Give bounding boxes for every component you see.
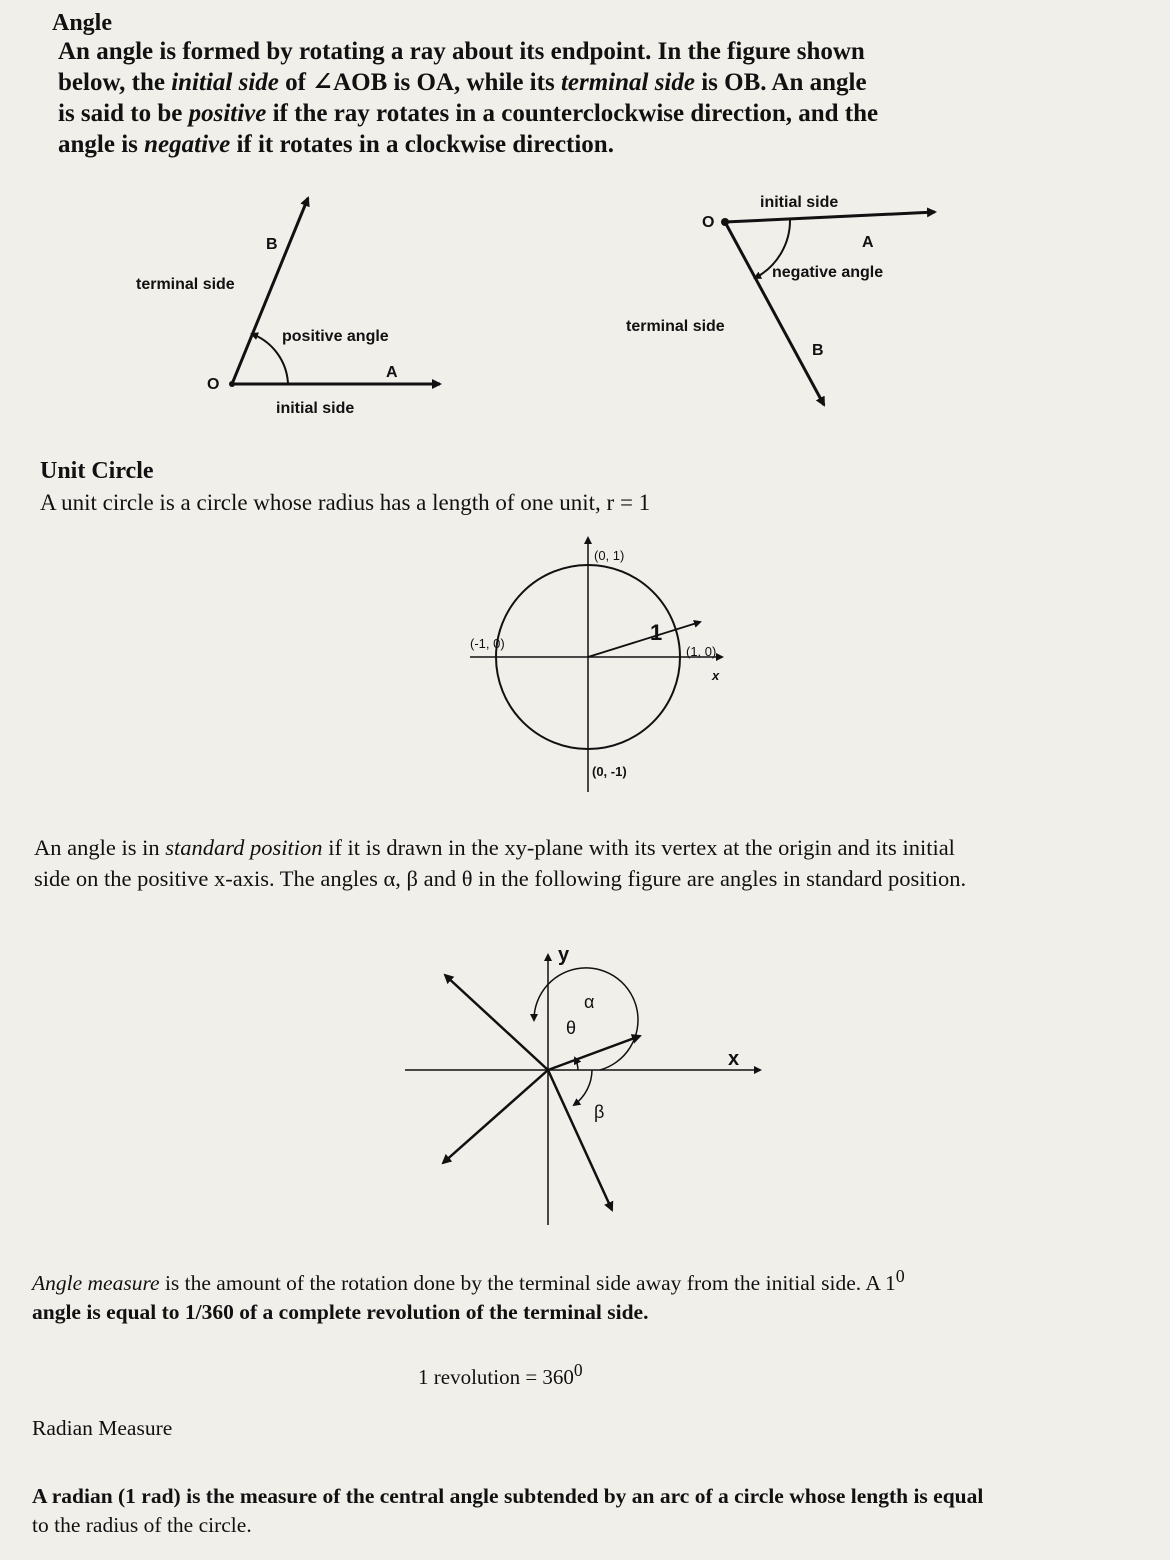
standard-position-paragraph <box>34 832 1124 894</box>
measure-line-1 <box>32 1262 1132 1298</box>
text-run: if it rotates in a clockwise direction. <box>230 131 614 158</box>
negative-angle-figure <box>721 212 935 405</box>
ray-upper-left <box>445 975 548 1070</box>
text-run: if it is drawn in the xy-plane with its vertex at the origin and its initial <box>322 835 955 860</box>
point-left: (-1, 0) <box>470 636 505 651</box>
revolution-equation <box>418 1360 583 1390</box>
text-run: of ∠AOB is OA, while its <box>278 69 561 96</box>
x-axis-label: x <box>712 668 720 683</box>
text-run: is said to be <box>58 100 189 127</box>
beta-arc <box>574 1070 592 1105</box>
radius-label: 1 <box>650 620 663 645</box>
label-initial-side: initial side <box>760 194 839 211</box>
angle-measure-paragraph <box>32 1262 1132 1327</box>
positive-angle-figure <box>229 198 440 387</box>
label-initial-side: initial side <box>276 400 355 417</box>
label-terminal-side: terminal side <box>626 318 725 335</box>
ray-lower-left <box>443 1070 548 1163</box>
x-label: x <box>728 1048 740 1070</box>
term-negative: negative <box>144 131 231 158</box>
label-o: O <box>702 214 715 231</box>
text-run: is the amount of the rotation done by the terminal side away from the initial side. A 1 <box>159 1271 896 1296</box>
term-initial-side: initial side <box>171 69 279 96</box>
text-run: is OB. An angle <box>694 69 867 96</box>
initial-side-ray <box>725 212 935 222</box>
point-top: (0, 1) <box>594 548 625 563</box>
point-right: (1, 0) <box>686 644 717 659</box>
std-line-1 <box>34 832 1124 863</box>
radius-arrow <box>588 622 700 657</box>
section-title-radian: Radian Measure <box>32 1416 173 1440</box>
label-a: A <box>386 364 398 381</box>
label-a: A <box>862 234 874 251</box>
alpha-label: α <box>584 992 595 1012</box>
beta-label: β <box>594 1102 605 1122</box>
unit-circle-figure <box>470 538 722 792</box>
text-run: angle is <box>58 131 145 158</box>
label-o: O <box>207 376 220 393</box>
label-positive-angle: positive angle <box>282 328 389 345</box>
label-b: B <box>812 342 824 359</box>
terminal-side-ray <box>725 222 824 405</box>
label-terminal-side: terminal side <box>136 276 235 293</box>
ray-beta <box>548 1070 612 1210</box>
text-run: if the ray rotates in a counterclockwise direction, and the <box>266 100 879 127</box>
label-negative-angle: negative angle <box>772 264 884 281</box>
std-line-2: side on the positive x-axis. The angles α, β and θ in the following figure are angles in standard position. <box>34 866 967 891</box>
term-standard-position: standard position <box>165 835 323 860</box>
text-run: below, the <box>58 69 172 96</box>
angle-line-1: An angle is formed by rotating a ray about its endpoint. In the figure shown <box>58 38 865 65</box>
text-run: An angle is in <box>34 835 166 860</box>
section-title-angle: Angle <box>52 10 112 36</box>
degree-sup: 0 <box>895 1266 905 1286</box>
term-angle-measure: Angle measure <box>32 1271 160 1296</box>
unit-circle-definition: A unit circle is a circle whose radius has a length of one unit, r = 1 <box>40 490 651 515</box>
label-b: B <box>266 236 278 253</box>
term-positive: positive <box>188 100 267 127</box>
text-run: 1 revolution = 360 <box>418 1365 574 1389</box>
vertex-o-point <box>229 381 235 387</box>
point-bottom: (0, -1) <box>592 764 627 779</box>
theta-label: θ <box>566 1018 577 1038</box>
measure-line-2: angle is equal to 1/360 of a complete revolution of the terminal side. <box>32 1300 649 1325</box>
section-title-unit-circle: Unit Circle <box>40 458 154 484</box>
radian-definition <box>32 1482 1122 1540</box>
vertex-o-point <box>721 218 729 226</box>
y-label: y <box>558 944 570 966</box>
terminal-side-ray <box>232 198 308 384</box>
radian-line-1: A radian (1 rad) is the measure of the central angle subtended by an arc of a circle whose length is equal <box>32 1484 984 1508</box>
radian-line-2: to the radius of the circle. <box>32 1513 252 1537</box>
term-terminal-side: terminal side <box>560 69 695 96</box>
standard-position-figure <box>405 955 760 1225</box>
degree-sup: 0 <box>573 1360 583 1380</box>
